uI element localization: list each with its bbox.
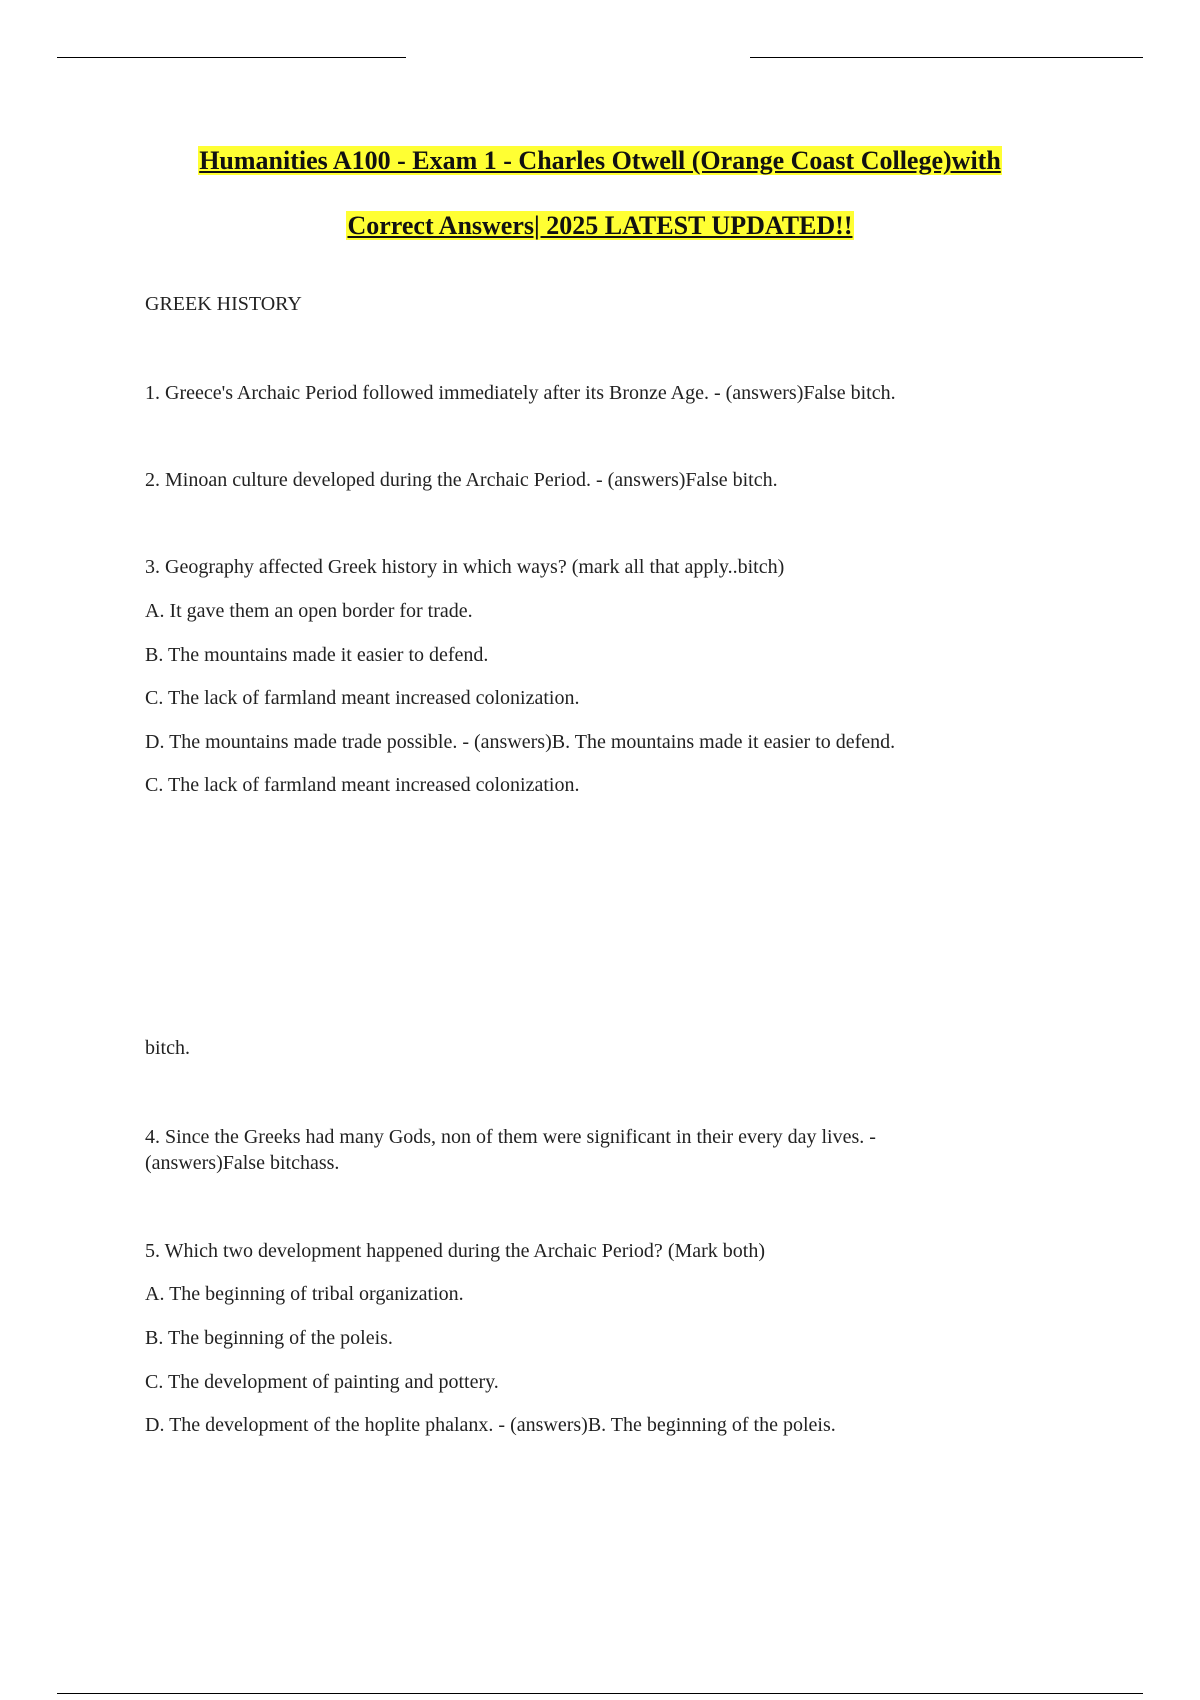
- question-5-option-a: A. The beginning of tribal organization.: [145, 1283, 464, 1305]
- question-4-answer: (answers)False bitchass.: [145, 1152, 340, 1174]
- question-5-option-d: D. The development of the hoplite phalanx. - (answers)B. The beginning of the poleis.: [145, 1414, 836, 1436]
- section-heading: GREEK HISTORY: [145, 293, 302, 315]
- header-rule-right: [750, 57, 1143, 58]
- footer-rule: [57, 1693, 1143, 1694]
- question-3-option-a: A. It gave them an open border for trade.: [145, 600, 473, 622]
- question-1: 1. Greece's Archaic Period followed immediately after its Bronze Age. - (answers)False bitch.: [145, 382, 896, 404]
- question-3: 3. Geography affected Greek history in which ways? (mark all that apply..bitch): [145, 556, 785, 578]
- question-5-option-b: B. The beginning of the poleis.: [145, 1327, 393, 1349]
- question-5: 5. Which two development happened during the Archaic Period? (Mark both): [145, 1240, 766, 1262]
- question-3-answer-tail: bitch.: [145, 1037, 190, 1059]
- question-2: 2. Minoan culture developed during the Archaic Period. - (answers)False bitch.: [145, 469, 778, 491]
- question-4: 4. Since the Greeks had many Gods, non of them were significant in their every day lives. -: [145, 1126, 876, 1148]
- question-3-answer-cont: C. The lack of farmland meant increased colonization.: [145, 774, 580, 796]
- question-5-option-c: C. The development of painting and pottery.: [145, 1371, 499, 1393]
- document-title-line-1: Humanities A100 - Exam 1 - Charles Otwell (Orange Coast College)with: [199, 146, 1001, 175]
- header-rule-left: [57, 57, 406, 58]
- question-3-option-d: D. The mountains made trade possible. - (answers)B. The mountains made it easier to defend.: [145, 731, 896, 753]
- question-3-option-c: C. The lack of farmland meant increased colonization.: [145, 687, 580, 709]
- document-title-line-2: Correct Answers| 2025 LATEST UPDATED!!: [347, 211, 853, 240]
- question-3-option-b: B. The mountains made it easier to defend.: [145, 644, 489, 666]
